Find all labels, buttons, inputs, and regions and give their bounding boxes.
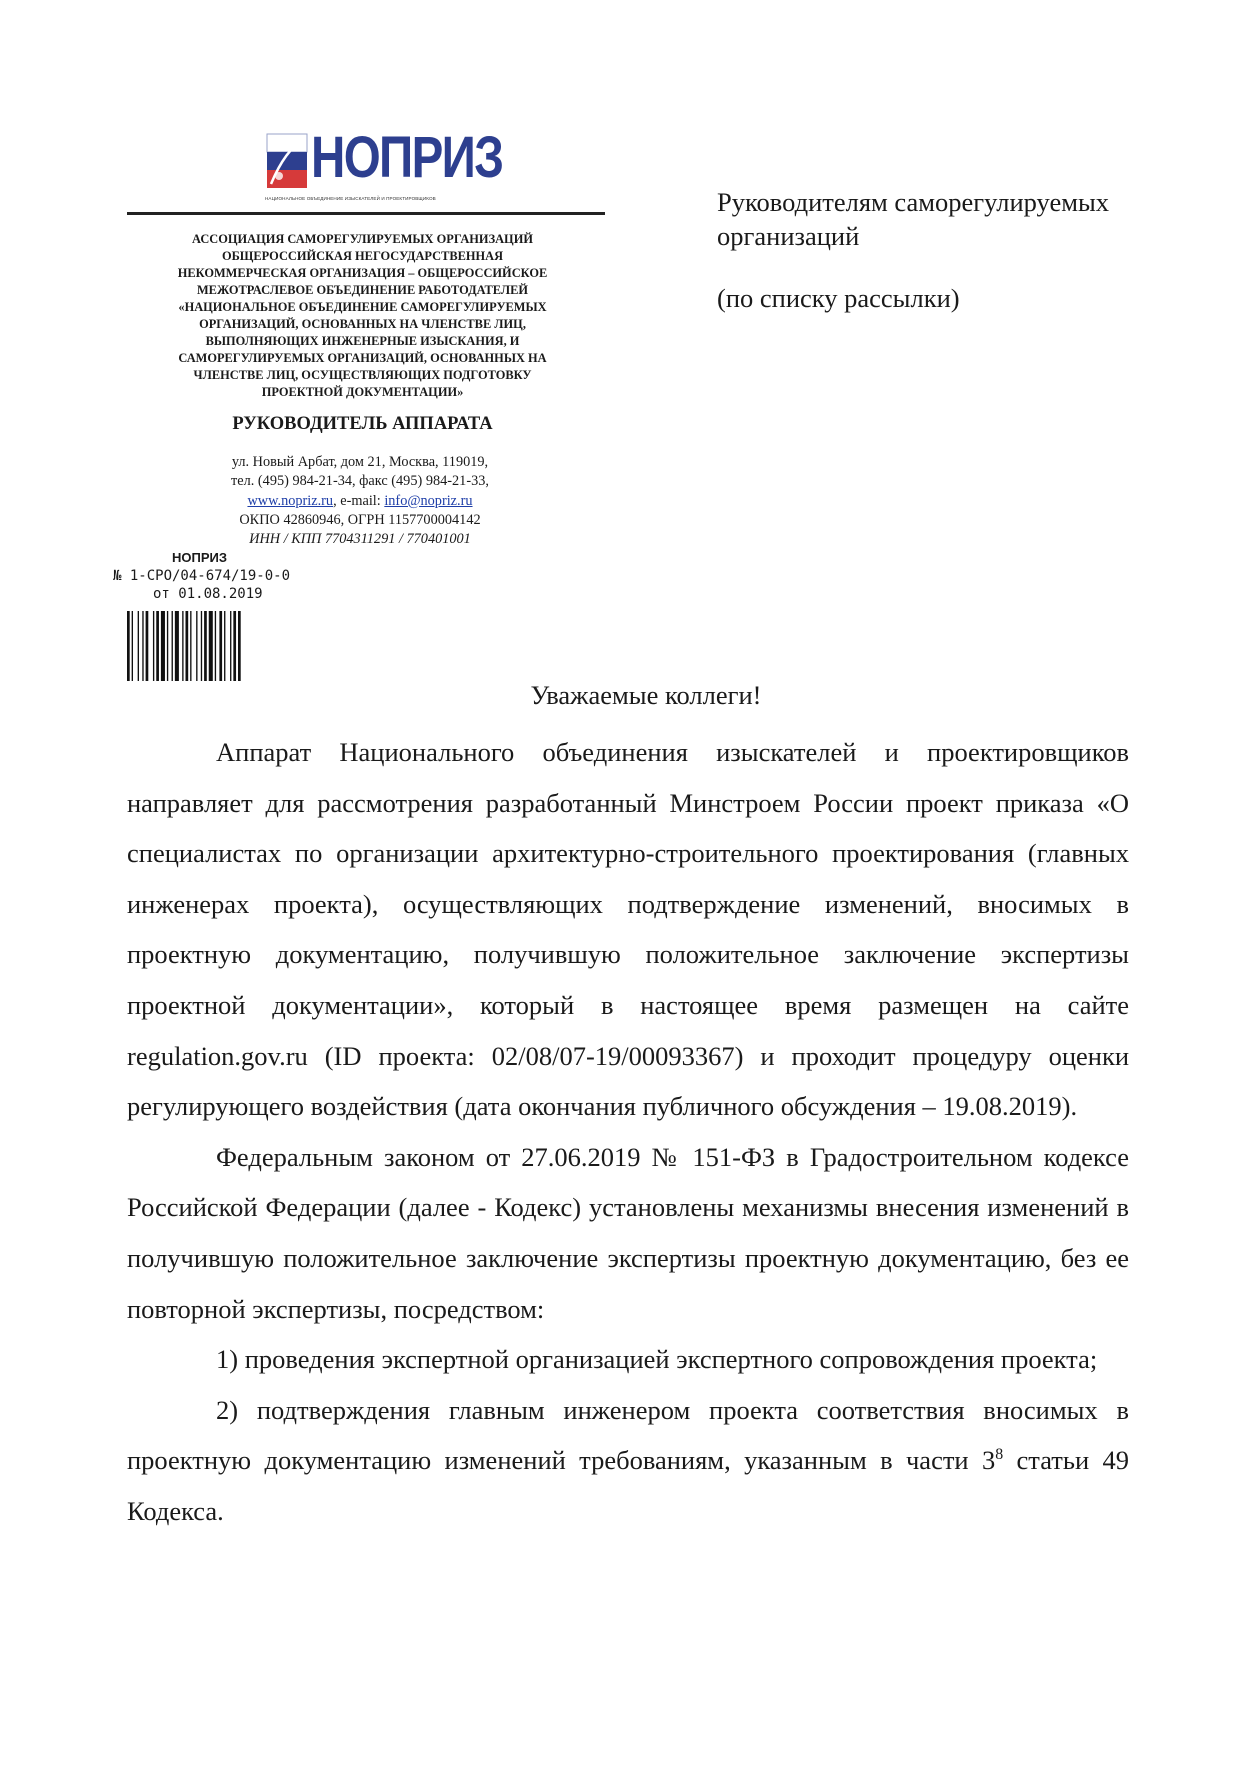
barcode — [127, 611, 287, 681]
logo-wordmark: НОПРИЗ — [311, 125, 503, 190]
list-item — [127, 1385, 1129, 1537]
org-line: «НАЦИОНАЛЬНОЕ ОБЪЕДИНЕНИЕ САМОРЕГУЛИРУЕМЫХ — [178, 300, 547, 314]
org-line: ОБЩЕРОССИЙСКАЯ НЕГОСУДАРСТВЕННАЯ — [221, 249, 504, 263]
organization-name — [135, 231, 590, 401]
paragraph: Федеральным законом от 27.06.2019 № 151-ФЗ в Градостроительном кодексе Российской Федерации (далее - Кодекс) установлены механизмы внесения изменений в получившую положительное заключение экспертизы проектную документацию, без ее повторной экспертизы, посредством: — [127, 1141, 1129, 1324]
registration-date: от 01.08.2019 — [153, 586, 263, 602]
inn-kpp: ИНН / КПП 7704311291 / 770401001 — [249, 531, 471, 548]
list-item: 1) проведения экспертной организацией экспертного сопровождения проекта; — [216, 1344, 1098, 1375]
sender-role: РУКОВОДИТЕЛЬ АППАРАТА — [232, 414, 493, 434]
flag-emblem-icon — [265, 130, 309, 192]
org-line: АССОЦИАЦИЯ САМОРЕГУЛИРУЕМЫХ ОРГАНИЗАЦИЙ — [192, 232, 533, 246]
org-line: ПРОЕКТНОЙ ДОКУМЕНТАЦИИ» — [261, 385, 464, 399]
registration-stamp — [113, 549, 290, 603]
web-email-line — [160, 492, 560, 511]
logo-subtitle: НАЦИОНАЛЬНОЕ ОБЪЕДИНЕНИЕ ИЗЫСКАТЕЛЕЙ И ПРОЕКТИРОВЩИКОВ — [265, 196, 436, 201]
org-line: ОРГАНИЗАЦИЙ, ОСНОВАННЫХ НА ЧЛЕНСТВЕ ЛИЦ, — [199, 317, 526, 331]
addressee-block — [717, 185, 1187, 315]
org-line: НЕКОММЕРЧЕСКАЯ ОРГАНИЗАЦИЯ – ОБЩЕРОССИЙСКОЕ — [177, 266, 548, 280]
registration-org: НОПРИЗ — [172, 550, 228, 565]
addressee-recipients: Руководителям саморегулируемых организаций — [717, 187, 1110, 251]
website-link[interactable]: www.nopriz.ru — [247, 492, 334, 509]
org-line: ЧЛЕНСТВЕ ЛИЦ, ОСУЩЕСТВЛЯЮЩИХ ПОДГОТОВКУ — [193, 368, 532, 382]
addressee-mailing-note: (по списку рассылки) — [717, 283, 960, 313]
okpo-ogrn: ОКПО 42860946, ОГРН 1157700004142 — [239, 511, 481, 528]
superscript: 8 — [995, 1446, 1004, 1464]
phone-fax: тел. (495) 984-21-34, факс (495) 984-21-33, — [231, 473, 489, 490]
salutation: Уважаемые коллеги! — [530, 680, 762, 710]
org-line: МЕЖОТРАСЛЕВОЕ ОБЪЕДИНЕНИЕ РАБОТОДАТЕЛЕЙ — [196, 283, 528, 297]
letterhead-divider — [127, 212, 605, 215]
list-item-text-end: статьи 49 Кодекса. — [127, 1445, 1130, 1526]
registration-number: № 1-СРО/04-674/19-0-0 — [113, 568, 291, 584]
email-label: , e-mail: — [333, 492, 385, 509]
address: ул. Новый Арбат, дом 21, Москва, 119019, — [231, 454, 489, 470]
contact-block — [160, 453, 560, 549]
org-line: ВЫПОЛНЯЮЩИХ ИНЖЕНЕРНЫЕ ИЗЫСКАНИЯ, И — [205, 334, 520, 348]
org-line: САМОРЕГУЛИРУЕМЫХ ОРГАНИЗАЦИЙ, ОСНОВАННЫХ НА — [178, 351, 547, 365]
letter-body — [127, 727, 1129, 1537]
list-item-text: 2) подтверждения главным инженером проекта соответствия вносимых в проектную документацию изменений требованиям, указанным в части 3 — [127, 1394, 1129, 1476]
email-link[interactable]: info@nopriz.ru — [384, 492, 473, 509]
organization-logo — [265, 125, 503, 205]
paragraph: Аппарат Национального объединения изыскателей и проектировщиков направляет для рассмотрения разработанный Минстроем России проект приказа «О специалистах по организации архитектурно-строительного проектирования (главных инженерах проекта), осуществляющих подтверждение изменений, вносимых в проектную документацию, получившую положительное заключение экспертизы проектной документации», который в настоящее время размещен на сайте regulation.gov.ru (ID проекта: 02/08/07-19/00093367) и проходит процедуру оценки регулирующего воздействия (дата окончания публичного обсуждения – 19.08.2019). — [127, 737, 1129, 1122]
